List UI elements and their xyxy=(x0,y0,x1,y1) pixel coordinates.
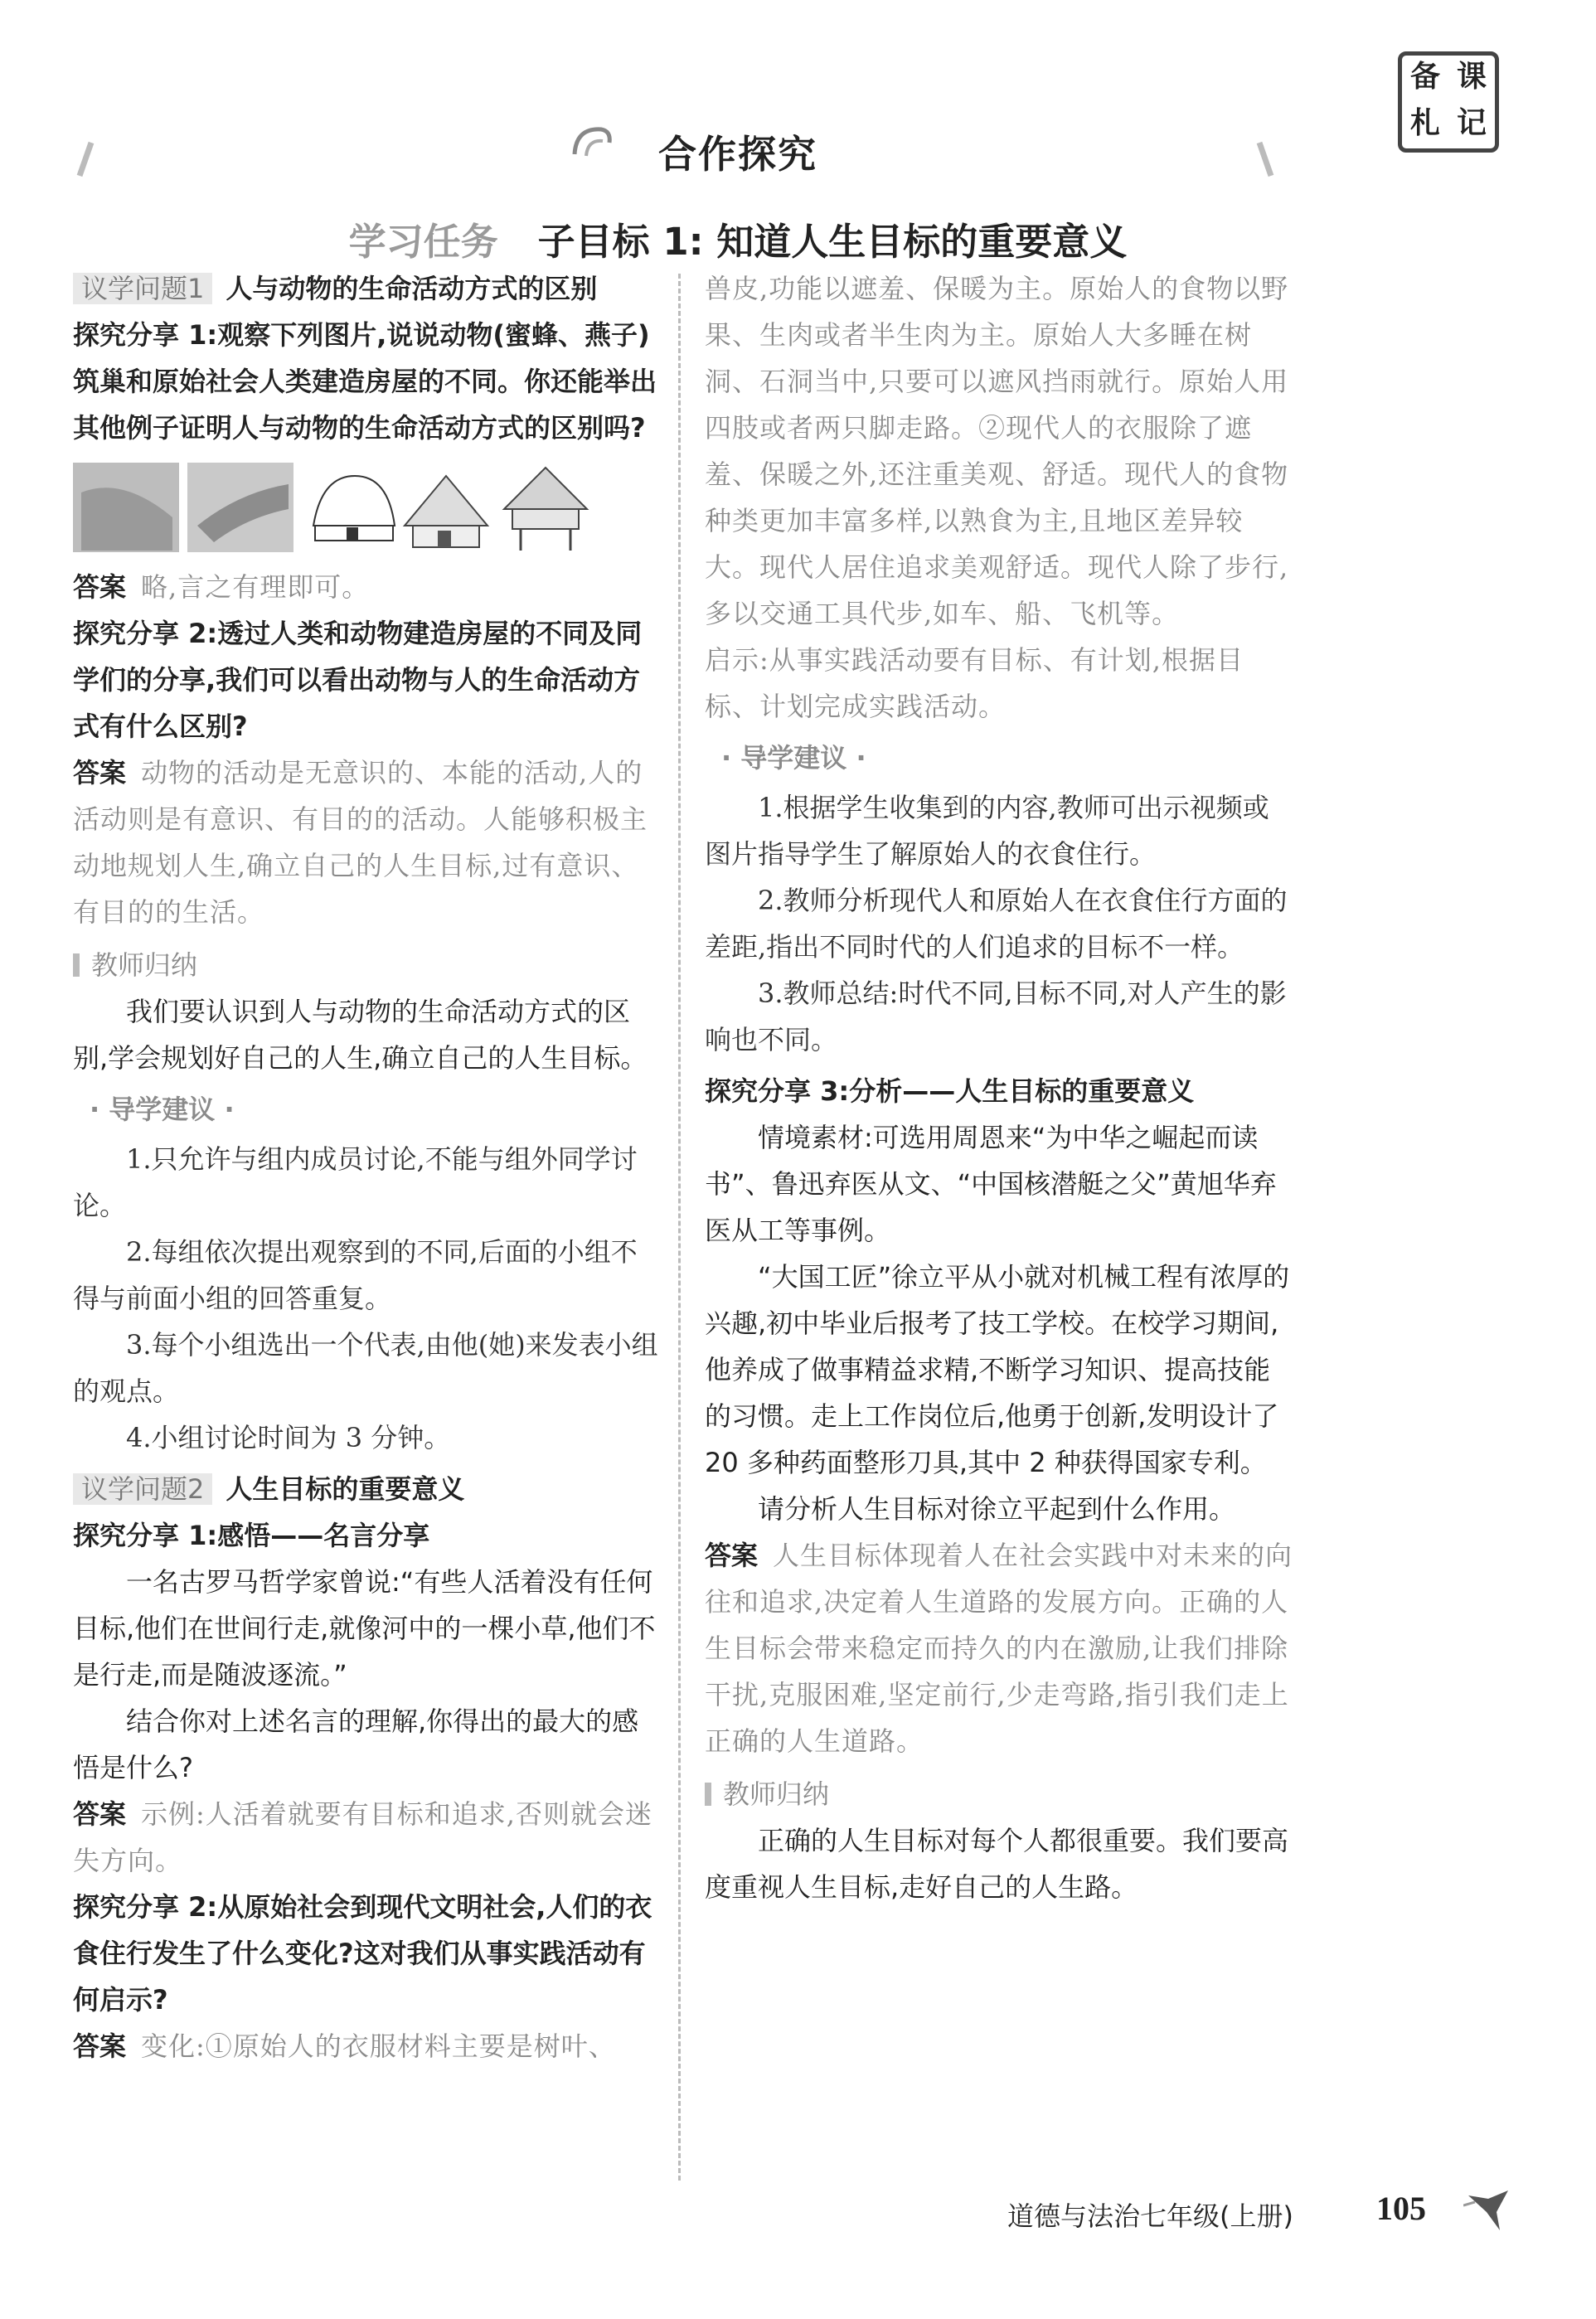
question-title: 人生目标的重要意义 xyxy=(226,1473,465,1505)
situation-material: 情境素材:可选用周恩来“为中华之崛起而读书”、鲁迅弃医从文、“中国核潜艇之父”黄旭华弃医从工等事例。 xyxy=(705,1122,1277,1246)
prompt-text: 结合你对上述名言的理解,你得出的最大的感悟是什么? xyxy=(73,1705,639,1783)
answer-continued: 兽皮,功能以遮羞、保暖为主。原始人的食物以野果、生肉或者半生肉为主。原始人大多睡在树洞、石洞当中,只要可以遮风挡雨就行。原始人用四肢或者两只脚走路。②现代人的衣服除了遮羞、保暖之外,还注重美观、舒适。现代人的食物种类更加丰富多样,以熟食为主,且地区差异较大。现代人居住追求美观舒适。现代人除了步行,多以交通工具代步,如车、船、飞机等。 xyxy=(705,273,1289,629)
badge-char: 课 xyxy=(1456,60,1487,94)
teacher-summary-label: 教师归纳 xyxy=(723,1778,830,1810)
teacher-summary-heading xyxy=(705,1771,1293,1817)
guide-item: 3.教师总结:时代不同,目标不同,对人产生的影响也不同。 xyxy=(705,978,1287,1055)
insight-text: 启示:从事实践活动要有目标、有计划,根据目标、计划完成实践活动。 xyxy=(705,644,1244,722)
image-strip xyxy=(73,459,662,557)
teacher-summary-heading xyxy=(73,942,662,988)
answer-text: 变化:①原始人的衣服材料主要是树叶、 xyxy=(141,2030,616,2062)
answer-text: 示例:人活着就要有目标和追求,否则就会迷失方向。 xyxy=(73,1798,652,1876)
task-title: 子目标 1: 知道人生目标的重要意义 xyxy=(537,220,1128,264)
inquiry-share-1: 探究分享 1:观察下列图片,说说动物(蜜蜂、燕子)筑巢和原始社会人类建造房屋的不同。你还能举出其他例子证明人与动物的生命活动方式的区别吗? xyxy=(73,319,657,444)
guide-heading: · 导学建议 · xyxy=(721,742,866,774)
guide-item: 2.每组依次提出观察到的不同,后面的小组不得与前面小组的回答重复。 xyxy=(73,1236,638,1314)
inquiry-share-2: 探究分享 2:透过人类和动物建造房屋的不同及同学们的分享,我们可以看出动物与人的生命活动方式有什么区别? xyxy=(73,618,643,742)
quote-text: 一名古罗马哲学家曾说:“有些人活着没有任何目标,他们在世间行走,就像河中的一棵小草,他们不是行走,而是随波逐流。” xyxy=(73,1566,656,1691)
book-subject: 道德与法治七年级(上册) xyxy=(1007,2200,1293,2232)
answer-text: 动物的活动是无意识的、本能的活动,人的活动则是有意识、有目的的活动。人能够积极主动地规划人生,确立自己的人生目标,过有意识、有目的的生活。 xyxy=(73,757,648,928)
nest-and-hut-illustrations xyxy=(73,459,662,557)
answer-label: 答案 xyxy=(73,757,127,788)
badge-char: 记 xyxy=(1456,106,1487,140)
question-tag: 议学问题2 xyxy=(73,1473,212,1505)
stilt-house-drawing xyxy=(504,468,587,551)
guide-item: 4.小组讨论时间为 3 分钟。 xyxy=(126,1422,451,1453)
right-column xyxy=(705,265,1293,1910)
question-tag: 议学问题1 xyxy=(73,273,212,304)
answer-label: 答案 xyxy=(705,1540,759,1571)
page-number: 105 xyxy=(1376,2190,1426,2227)
learning-task-heading xyxy=(0,211,1476,265)
guide-item: 1.只允许与组内成员讨论,不能与组外同学讨论。 xyxy=(73,1143,638,1221)
task-label: 学习任务 xyxy=(348,220,498,264)
answer-label: 答案 xyxy=(73,2030,127,2062)
teacher-summary-text: 我们要认识到人与动物的生命活动方式的区别,学会规划好自己的人生,确立自己的人生目标。 xyxy=(73,996,648,1074)
answer-text: 略,言之有理即可。 xyxy=(141,571,370,603)
badge-char: 备 xyxy=(1409,60,1440,94)
guide-item: 1.根据学生收集到的内容,教师可出示视频或图片指导学生了解原始人的衣食住行。 xyxy=(705,792,1269,870)
heading-bar xyxy=(73,953,80,977)
answer-label: 答案 xyxy=(73,571,127,603)
guide-item: 2.教师分析现代人和原始人在衣食住行方面的差距,指出不同时代的人们追求的目标不一样。 xyxy=(705,885,1288,963)
answer-label: 答案 xyxy=(73,1798,127,1830)
question-text: 请分析人生目标对徐立平起到什么作用。 xyxy=(758,1493,1236,1525)
teacher-summary-text: 正确的人生目标对每个人都很重要。我们要高度重视人生目标,走好自己的人生路。 xyxy=(705,1825,1289,1903)
column-divider xyxy=(678,274,681,2181)
inquiry-share-2b: 探究分享 2:从原始社会到现代文明社会,人们的衣食住行发生了什么变化?这对我们从事实践活动有何启示? xyxy=(73,1891,652,2016)
page-corner-icon xyxy=(1463,2187,1513,2234)
badge-char: 札 xyxy=(1409,106,1440,140)
inquiry-share-1b: 探究分享 1:感悟——名言分享 xyxy=(73,1520,430,1551)
question-title: 人与动物的生命活动方式的区别 xyxy=(226,273,598,304)
thatched-hut-drawing xyxy=(405,476,488,547)
section-title: 合作探究 xyxy=(658,132,817,177)
guide-heading: · 导学建议 · xyxy=(90,1094,235,1125)
round-hut-drawing xyxy=(313,476,395,541)
inquiry-share-3: 探究分享 3:分析——人生目标的重要意义 xyxy=(705,1075,1195,1107)
heading-bar xyxy=(705,1783,711,1806)
guide-item: 3.每个小组选出一个代表,由他(她)来发表小组的观点。 xyxy=(73,1329,658,1407)
story-text: “大国工匠”徐立平从小就对机械工程有浓厚的兴趣,初中毕业后报考了技工学校。在校学习期间,他养成了做事精益求精,不断学习知识、提高技能的习惯。走上工作岗位后,他勇于创新,发明设计了 20 多种药面整形刀具,其中 2 种获得国家专利。 xyxy=(705,1261,1290,1478)
teacher-summary-label: 教师归纳 xyxy=(91,949,198,981)
beike-zhaji-badge xyxy=(1398,51,1499,153)
answer-text: 人生目标体现着人在社会实践中对未来的向往和追求,决定着人生道路的发展方向。正确的人生目标会带来稳定而持久的内在激励,让我们排除干扰,克服困难,坚定前行,少走弯路,指引我们走上正确的人生道路。 xyxy=(705,1540,1293,1757)
left-column xyxy=(73,265,662,2069)
